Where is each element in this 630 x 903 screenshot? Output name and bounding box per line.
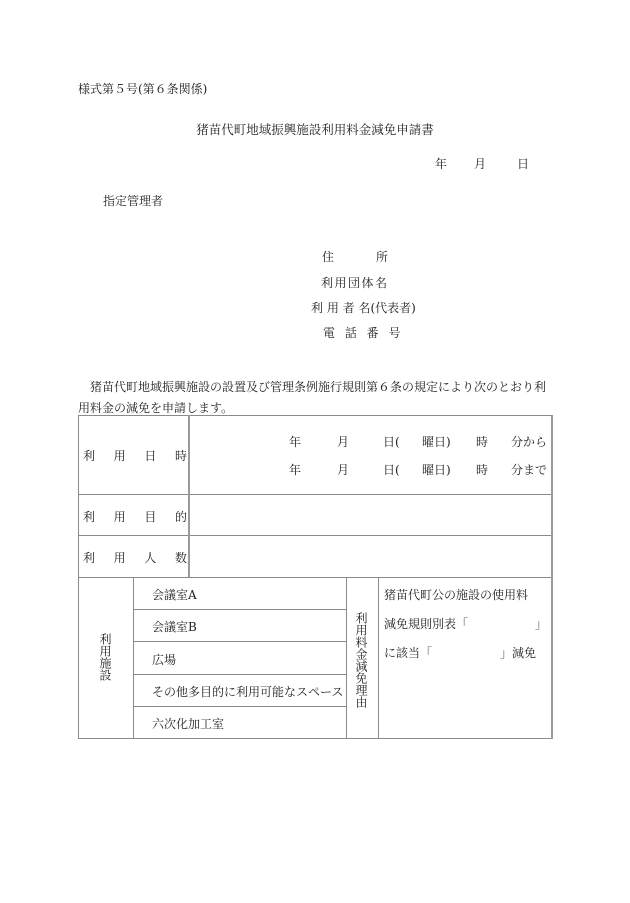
from-year: 年 <box>289 435 302 449</box>
label-char: 利 <box>83 551 96 565</box>
facility-label-divider <box>133 577 134 738</box>
purpose-field[interactable] <box>191 495 550 534</box>
table-border-left <box>78 415 79 739</box>
form-number: 様式第５号(第６条関係) <box>78 82 208 96</box>
datetime-label <box>83 447 187 464</box>
reason-label-divider <box>378 577 379 738</box>
label-char: 用 <box>113 551 126 565</box>
table-border-bottom <box>78 738 552 739</box>
label-char: 用 <box>113 449 126 463</box>
facility-item[interactable]: 六次化加工室 <box>152 717 225 731</box>
label-char: 日 <box>144 449 157 463</box>
from-minute: 分から <box>511 435 548 449</box>
reason-line-3-suffix: 」減免 <box>500 646 537 660</box>
to-day: 日( <box>383 463 400 477</box>
to-minute: 分まで <box>511 463 548 477</box>
to-weekday: 曜日) <box>422 463 451 477</box>
addressee: 指定管理者 <box>103 194 164 208</box>
label-char: 時 <box>174 449 187 463</box>
to-month: 月 <box>337 463 350 477</box>
user-name-label: 利 用 者 名(代表者) <box>311 301 416 315</box>
from-month: 月 <box>337 435 350 449</box>
label-char: 利 <box>83 510 96 524</box>
reason-line-3-prefix: に該当「 <box>384 646 433 660</box>
facility-list-divider <box>346 577 347 738</box>
headcount-field[interactable] <box>191 536 550 576</box>
facility-divider <box>133 609 346 610</box>
label-char: 的 <box>174 510 187 524</box>
facility-item[interactable]: 会議室B <box>152 620 197 634</box>
table-border-right <box>551 415 553 739</box>
application-statement: 猪苗代町地域振興施設の設置及び管理条例施行規則第６条の規定により次のとおり利用料金の減免を申請します。 <box>78 380 547 415</box>
table-border-top <box>78 415 552 416</box>
facility-item[interactable]: 会議室A <box>152 588 197 602</box>
label-char: 利 <box>83 449 96 463</box>
reduction-reason-label: 利用料金減免理由 <box>354 612 368 708</box>
reason-line-1: 猪苗代町公の施設の使用料 <box>384 588 529 602</box>
label-char: 用 <box>113 510 126 524</box>
from-hour: 時 <box>476 435 489 449</box>
label-char: 人 <box>144 551 157 565</box>
facility-divider <box>133 674 346 675</box>
facility-divider <box>133 641 346 642</box>
date-month-label: 月 <box>474 157 487 171</box>
label-column-divider <box>188 415 190 577</box>
group-name-label: 利用団体名 <box>321 276 389 290</box>
phone-label: 電 話 番 号 <box>323 326 404 340</box>
address-label-1: 住 <box>322 250 335 264</box>
facilities-label: 利用施設 <box>98 633 112 681</box>
headcount-label <box>83 549 187 566</box>
facility-item[interactable]: その他多目的に利用可能なスペース <box>152 685 344 699</box>
from-day: 日( <box>383 435 400 449</box>
from-weekday: 曜日) <box>422 435 451 449</box>
date-day-label: 日 <box>517 157 530 171</box>
purpose-label <box>83 508 187 525</box>
to-year: 年 <box>289 463 302 477</box>
to-hour: 時 <box>476 463 489 477</box>
reason-line-2-suffix: 」 <box>535 617 548 631</box>
reason-line-2-prefix: 減免規則別表「 <box>384 617 469 631</box>
label-char: 目 <box>144 510 157 524</box>
date-year-label: 年 <box>435 157 448 171</box>
document-title: 猪苗代町地域振興施設利用料金減免申請書 <box>196 122 434 137</box>
address-label-2: 所 <box>376 250 389 264</box>
facility-divider <box>133 706 346 707</box>
facility-item[interactable]: 広場 <box>152 653 177 667</box>
label-char: 数 <box>174 551 187 565</box>
table-divider <box>78 577 552 578</box>
